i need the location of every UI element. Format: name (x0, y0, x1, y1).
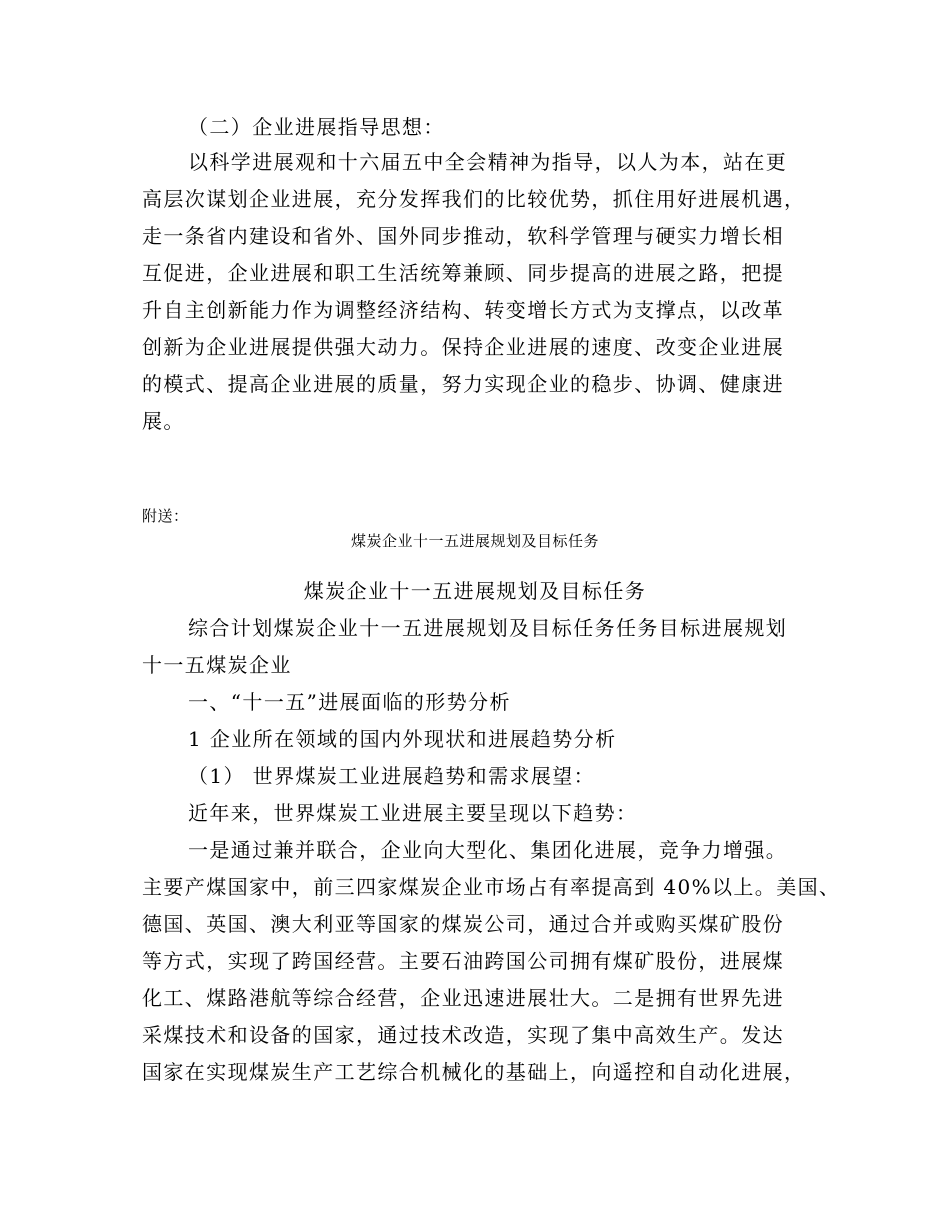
paragraph-line: 走一条省内建设和省外、国外同步推动，软科学管理与硬实力增长相 (142, 224, 784, 248)
paragraph-line: 的模式、提高企业进展的质量，努力实现企业的稳步、协调、健康进 (142, 372, 784, 396)
paragraph-line: 互促进，企业进展和职工生活统筹兼顾、同步提高的进展之路，把提 (142, 261, 784, 285)
paragraph-line: 一是通过兼并联合，企业向大型化、集团化进展，竞争力增强。 (188, 838, 788, 862)
paragraph-line: 等方式，实现了跨国经营。主要石油跨国公司拥有煤矿股份，进展煤 (142, 949, 784, 973)
paragraph-line: 升自主创新能力作为调整经济结构、转变增长方式为支撑点，以改革 (142, 298, 784, 322)
paragraph-line: 化工、煤路港航等综合经营，企业迅速进展壮大。二是拥有世界先进 (142, 986, 784, 1010)
paragraph-line: 展。 (142, 409, 185, 433)
heading-level-3: （1） 世界煤炭工业进展趋势和需求展望： (188, 764, 596, 788)
keywords-line: 十一五煤炭企业 (142, 653, 292, 677)
paragraph-line: 创新为企业进展提供强大动力。保持企业进展的速度、改变企业进展 (142, 335, 784, 359)
attachment-small-title: 煤炭企业十一五进展规划及目标任务 (350, 532, 599, 550)
heading-level-1: 一、“十一五”进展面临的形势分析 (188, 690, 511, 714)
keywords-line: 综合计划煤炭企业十一五进展规划及目标任务任务目标进展规划 (188, 616, 788, 640)
paragraph-line: 采煤技术和设备的国家，通过技术改造，实现了集中高效生产。发达 (142, 1023, 784, 1047)
paragraph-line: 国家在实现煤炭生产工艺综合机械化的基础上，向遥控和自动化进展， (142, 1060, 806, 1084)
intro-line: 近年来，世界煤炭工业进展主要呈现以下趋势： (188, 801, 638, 825)
paragraph-line: 以科学进展观和十六届五中全会精神为指导，以人为本，站在更 (188, 150, 788, 174)
paragraph-line: 高层次谋划企业进展，充分发挥我们的比较优势，抓住用好进展机遇， (142, 187, 806, 211)
section-heading: （二）企业进展指导思想： (188, 115, 445, 139)
attachment-label: 附送： (142, 507, 189, 525)
document-title: 煤炭企业十一五进展规划及目标任务 (303, 579, 647, 603)
paragraph-line: 德国、英国、澳大利亚等国家的煤炭公司，通过合并或购买煤矿股份 (142, 912, 784, 936)
heading-level-2: 1 企业所在领域的国内外现状和进展趋势分析 (188, 727, 617, 751)
paragraph-line: 主要产煤国家中，前三四家煤炭企业市场占有率提高到 40%以上。美国、 (142, 875, 841, 899)
